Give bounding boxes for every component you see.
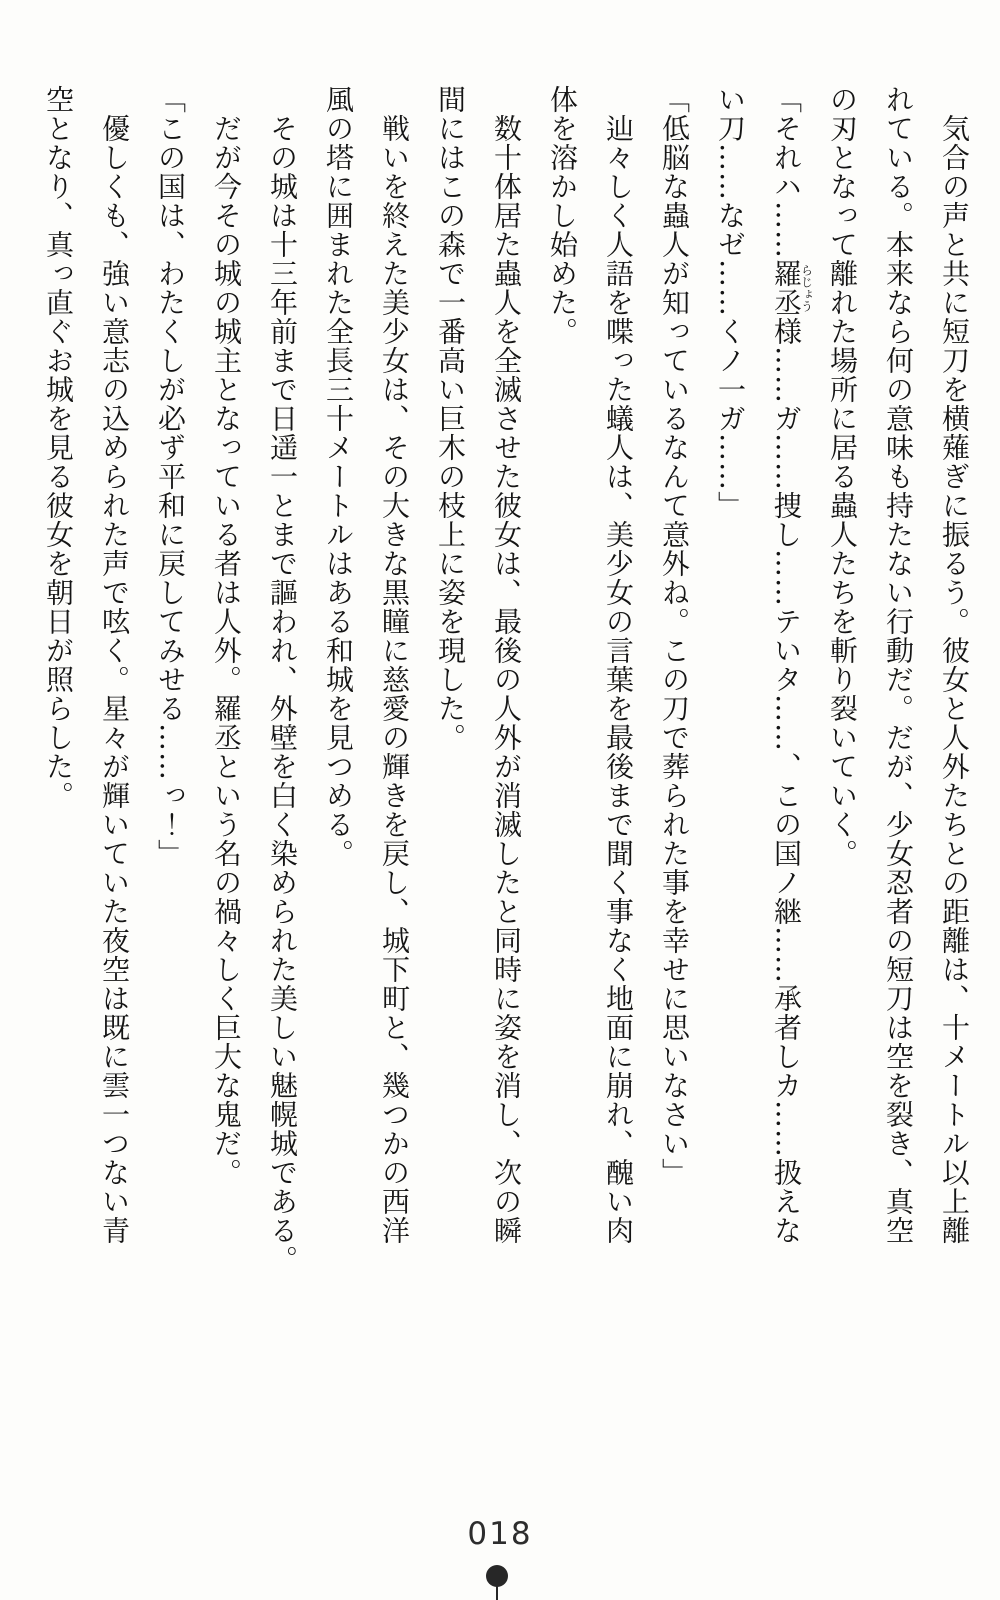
ruby-furigana: らじょう (799, 259, 814, 317)
printer-ornament-dot-icon (486, 1565, 508, 1587)
text-line: 間にはこの森で一番高い巨木の枝上に姿を現した。 (434, 85, 467, 752)
vertical-text-block (30, 85, 982, 1335)
ruby-annotation (770, 259, 814, 317)
dialogue-post: 様……ガ……捜し……テいタ……、この国ノ継……承者しカ……扱えな (770, 317, 803, 1245)
text-line: 戦いを終えた美少女は、その大きな黒瞳に慈愛の輝きを戻し、城下町と、幾つかの西洋 (378, 114, 411, 1245)
text-line: 体を溶かし始めた。 (546, 85, 579, 346)
text-line: 「低脳な蟲人が知っているなんて意外ね。この刀で葬られた事を幸せに思いなさい」 (658, 85, 691, 1187)
dialogue-pre: 「それハ…… (770, 85, 803, 259)
page-number: 018 (467, 1516, 533, 1552)
text-line: 「この国は、わたくしが必ず平和に戻してみせる……っ！」 (154, 85, 187, 868)
text-line: れている。本来なら何の意味も持たない行動だ。だが、少女忍者の短刀は空を裂き、真空 (882, 85, 915, 1245)
text-line: だが今その城の城主となっている者は人外。羅丞という名の禍々しく巨大な鬼だ。 (210, 114, 243, 1187)
printer-ornament-stem (496, 1586, 498, 1600)
text-line: 空となり、真っ直ぐお城を見る彼女を朝日が照らした。 (42, 85, 75, 810)
text-line: 優しくも、強い意志の込められた声で呟く。星々が輝いていた夜空は既に雲一つない青 (98, 114, 131, 1245)
text-line: の刃となって離れた場所に居る蟲人たちを斬り裂いていく。 (826, 85, 859, 868)
text-line: その城は十三年前まで日遥一とまで謳われ、外壁を白く染められた美しい魅幌城である。 (266, 114, 299, 1274)
text-line: い刀……なゼ……くノ一ガ……」 (714, 85, 747, 520)
text-line: 風の塔に囲まれた全長三十メートルはある和城を見つめる。 (322, 85, 355, 868)
text-line-dialogue (758, 85, 814, 1335)
text-line: 気合の声と共に短刀を横薙ぎに振るう。彼女と人外たちとの距離は、十メートル以上離 (938, 114, 971, 1245)
ruby-base: 羅丞 (770, 259, 803, 317)
text-line: 数十体居た蟲人を全滅させた彼女は、最後の人外が消滅したと同時に姿を消し、次の瞬 (490, 114, 523, 1245)
text-line: 辿々しく人語を喋った蟻人は、美少女の言葉を最後まで聞く事なく地面に崩れ、醜い肉 (602, 114, 635, 1245)
